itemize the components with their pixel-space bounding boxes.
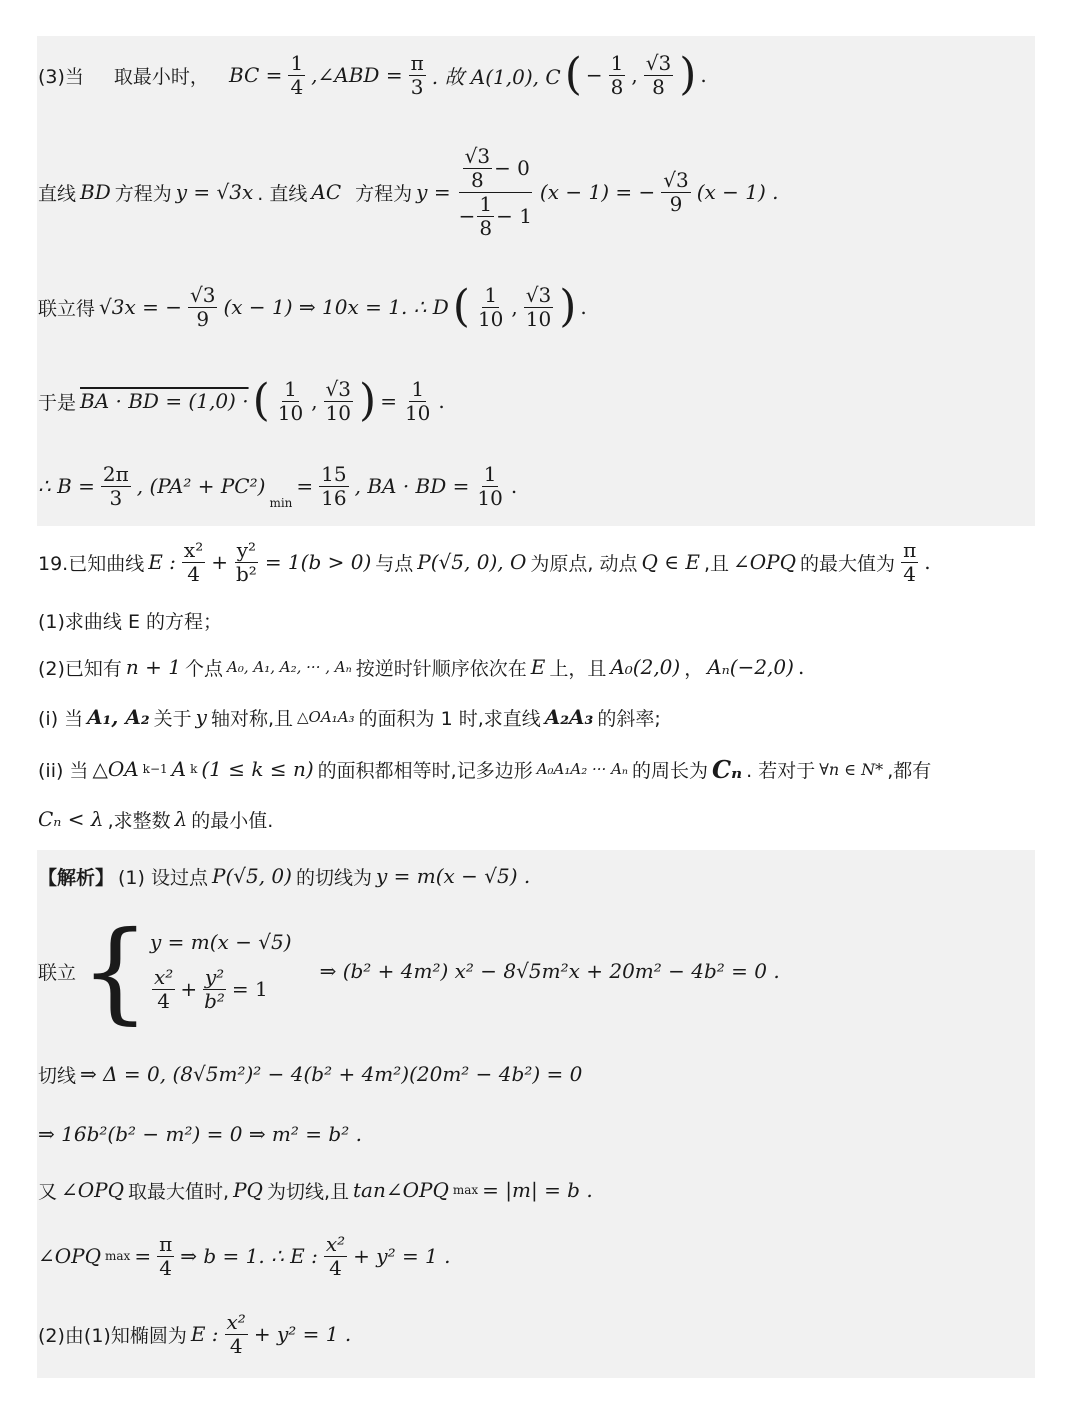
fraction: $\frac{√3}{10}$ [325,376,352,425]
problem-line-5: (ii) 当 △OA k−1 A k (1 ≤ k ≤ n) 的面积都相等时,记多边形 A₀A₁A₂ ··· Aₙ 的周长为 Cₙ . 若对于 ∀n ∈ N* ,都有 [38,754,932,784]
solution2-line-4: ⇒ 16b²(b² − m²) = 0 ⇒ m² = b² . [38,1122,362,1146]
fraction: $\frac{\pi}{3}$ [410,50,424,99]
fraction: $\frac{1}{8}$ [610,50,624,99]
fraction: $\frac{√3}{8}$ [645,50,672,99]
solution2-line-3: 切线 ⇒ Δ = 0, (8√5m²)² − 4(b² + 4m²)(20m² − 4b²) = 0 [38,1062,583,1087]
solution-line-1: (3)当 取最小时， BC = $\frac{1}{4}$ ,∠ABD = $\frac{\pi}{3}$ . 故 A(1,0), C ( − $\frac{1}{8}$ , $\frac{√3}{8}$ ) . [38,49,707,100]
solution-line-3: 联立得 √3x = − $\frac{√3}{9}$ (x − 1) ⇒ 10x = 1. ∴ D ( $\frac{1}{10}$ , $\frac{√3}{10}$ ) . [38,281,587,332]
fraction: $\frac{1}{10}$ [477,461,503,510]
fraction: $\frac{\text{y²}}{\text{b²}}$ [235,537,257,586]
fraction: $\frac{\text{x²}}{4}$ [226,1309,246,1358]
fraction: $\frac{√3}{9}$ [190,282,216,331]
compound-fraction: $\frac{√3}{8}$ − 0 − $\frac{1}{8}$ − 1 [458,143,532,240]
problem-line-6: Cₙ < λ ,求整数 λ 的最小值. [38,807,274,832]
problem-line-3: (2)已知有 n + 1 个点 A₀, A₁, A₂, ··· , Aₙ 按逆时针顺序依次在 E 上，且 A₀(2,0) ， Aₙ(−2,0) . [38,655,805,680]
solution2-line-6: ∠OPQ max = $\frac{\pi}{4}$ ⇒ b = 1. ∴ E : $\frac{\text{x²}}{4}$ + y² = 1 . [38,1231,451,1280]
solution2-line-7: (2)由(1)知椭圆为 E : $\frac{\text{x²}}{4}$ + y² = 1 . [38,1309,352,1358]
solution2-line-5: 又 ∠OPQ 取最大值时, PQ 为切线,且 tan∠OPQ max = |m| = b . [38,1178,593,1203]
fraction: $\frac{\text{x²}}{4}$ [325,1231,346,1280]
fraction: $\frac{1}{4}$ [290,50,304,99]
solution2-line-1: 【解析】 (1) 设过点 P(√5, 0) 的切线为 y = m(x − √5) . [38,864,531,889]
equation-system: { y = m(x − √5) $\frac{\text{x²}}{4}$ + $\frac{\text{y²}}{\text{b²}}$ = 1 [80,907,292,1035]
fraction: $\frac{√3}{9}$ [663,167,689,216]
fraction: $\frac{√3}{10}$ [525,282,552,331]
fraction: $\frac{15}{16}$ [321,461,347,510]
problem-line-1: 19.已知曲线 E : $\frac{\text{x²}}{4}$ + $\frac{\text{y²}}{\text{b²}}$ = 1(b > 0) 与点 P(√5, 0), O 为原点, 动点 Q ∈ E ,且 ∠OPQ 的最大值为 $\frac{\pi}{4}$ . [38,537,931,586]
solution2-line-2: 联立 { y = m(x − √5) $\frac{\text{x²}}{4}$ + $\frac{\text{y²}}{\text{b²}}$ = 1 ⇒ (b² + 4m²) x² − 8√5m²x + 20m² − 4b² = 0 . [38,907,780,1035]
fraction: $\frac{\text{x²}}{4}$ [183,537,204,586]
fraction: $\frac{\pi}{4}$ [903,537,917,586]
problem-line-4: (i) 当 A₁, A₂ 关于 y 轴对称,且 △OA₁A₃ 的面积为 1 时,求直线 A₂A₃ 的斜率; [38,705,661,730]
solution-line-5: ∴ B = $\frac{2\pi}{3}$ , (PA² + PC²) $_{min}$ = $\frac{15}{16}$ , BA · BD = $\frac{1}{10}$ . [38,461,518,510]
fraction: $\frac{1}{10}$ [277,376,304,425]
solution-line-4: 于是 BA · BD = (1,0) · ( $\frac{1}{10}$ , $\frac{√3}{10}$ ) = $\frac{1}{10}$ . [38,375,445,426]
fraction: $\frac{1}{10}$ [404,376,431,425]
problem-line-2: (1)求曲线 E 的方程； [38,610,222,633]
fraction: $\frac{1}{10}$ [477,282,504,331]
fraction: $\frac{2\pi}{3}$ [102,461,129,510]
solution-line-2: 直线 BD 方程为 y = √3x . 直线 AC 方程为 y = $\frac{√3}{8}$ − 0 − $\frac{1}{8}$ − 1 (x − 1) = − $\frac{√3}{9}$ (x − 1) . [38,143,779,240]
fraction: $\frac{\pi}{4}$ [159,1231,173,1280]
